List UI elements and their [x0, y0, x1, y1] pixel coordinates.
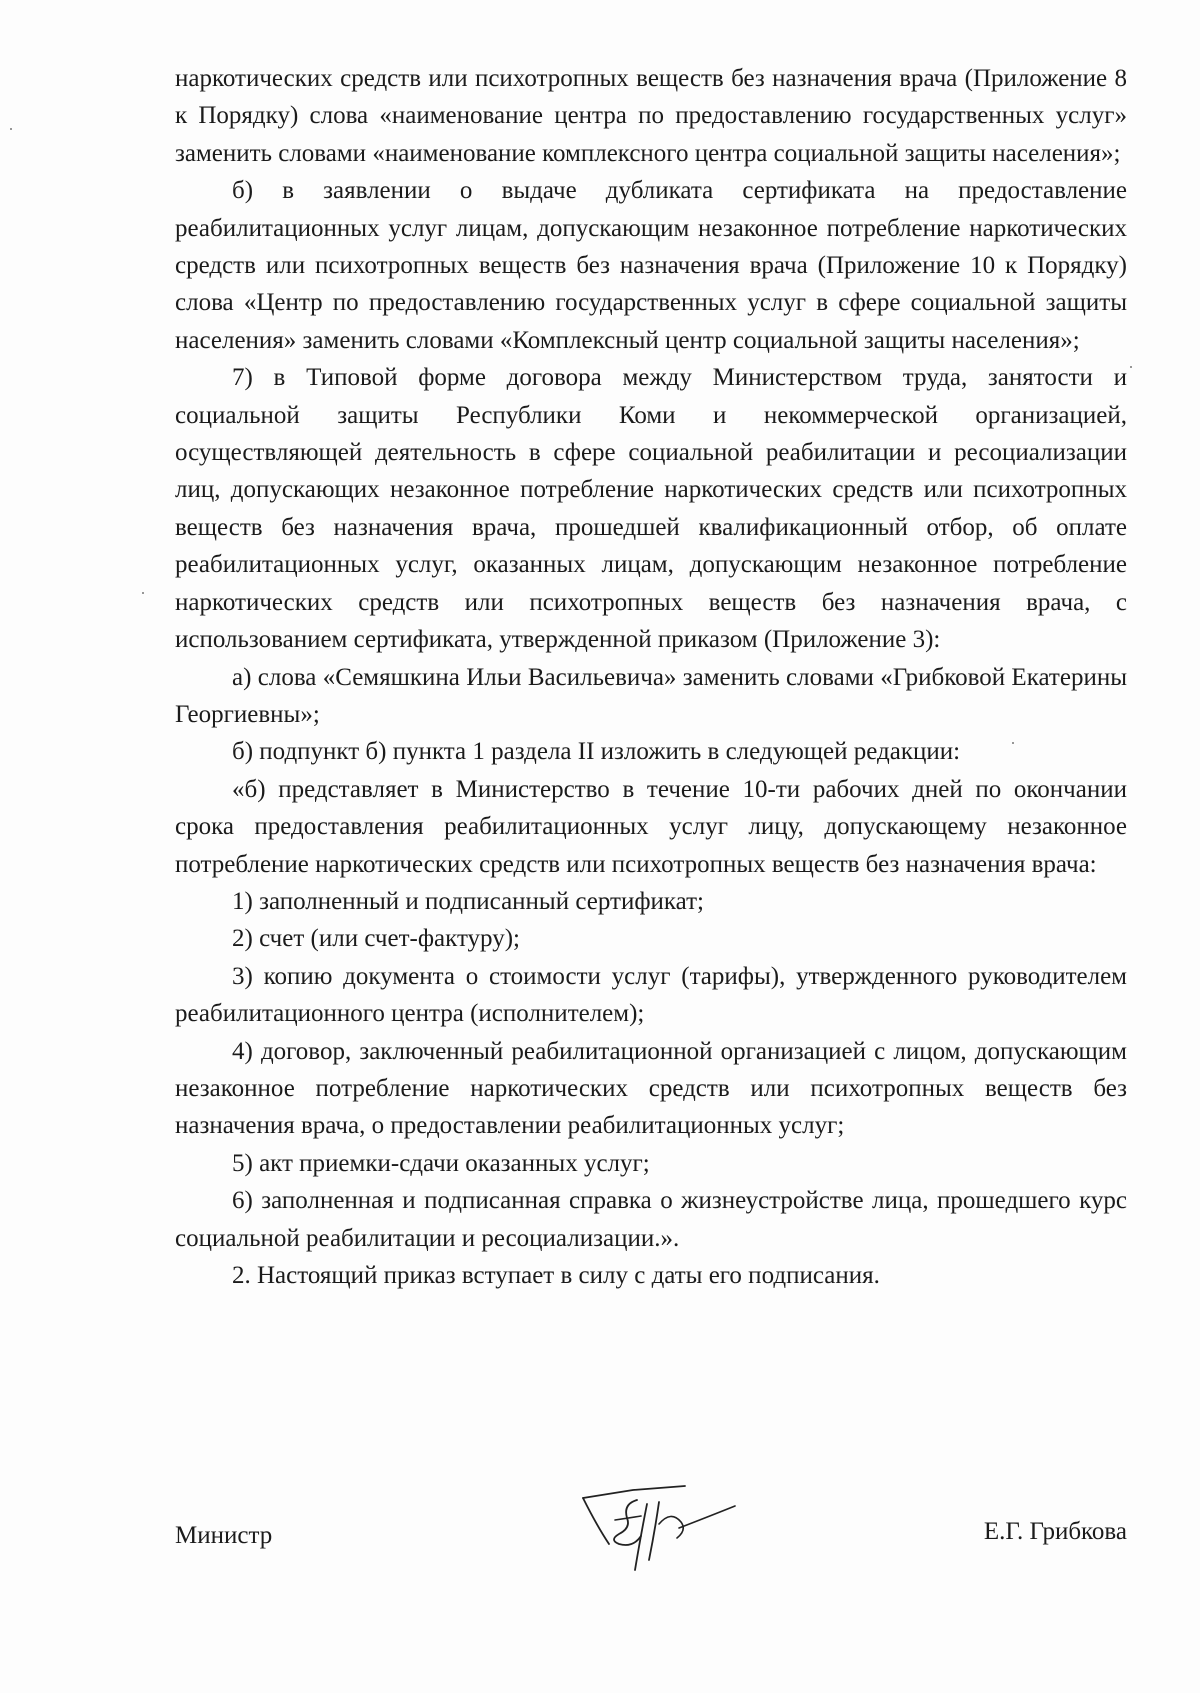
- list-item: 3) копию документа о стоимости услуг (тарифы), утвержденного руководителем реабилитационного центра (исполнителем);: [175, 962, 1127, 1028]
- list-item: 4) договор, заключенный реабилитационной организацией с лицом, допускающим незаконное потребление наркотических средств или психотропных веществ без назначения врача, о предоставлении реабилитационных услуг;: [175, 1037, 1127, 1140]
- paragraph-continuation: наркотических средств или психотропных веществ без назначения врача (Приложение 8 к Порядку) слова «наименование центра по предоставлению государственных услуг» заменить словами «наименование комплексного центра социальной защиты населения»;: [175, 65, 1127, 167]
- paragraph-subitem-a: а) слова «Семяшкина Ильи Васильевича» заменить словами «Грибковой Екатерины Георгиевны»;: [175, 663, 1127, 728]
- paragraph-effective-date: 2. Настоящий приказ вступает в силу с даты его подписания.: [232, 1262, 880, 1289]
- scan-speck: [10, 128, 12, 130]
- list-item: 5) акт приемки-сдачи оказанных услуг;: [232, 1149, 650, 1177]
- scan-speck: [1012, 742, 1014, 744]
- paragraph-new-wording: «б) представляет в Министерство в течение 10-ти рабочих дней по окончании срока предоставления реабилитационных услуг лицу, допускающему незаконное потребление наркотических средств или психотропных веществ без назначения врача:: [175, 775, 1127, 878]
- document-body: [175, 60, 1127, 1294]
- scan-speck: [142, 592, 144, 594]
- list-item: 1) заполненный и подписанный сертификат;: [232, 887, 704, 915]
- list-item: 6) заполненная и подписанная справка о жизнеустройстве лица, прошедшего курс социальной реабилитации и ресоциализации.».: [175, 1187, 1127, 1252]
- signer-title: Министр: [175, 1522, 273, 1549]
- signature-block: [175, 1478, 1127, 1588]
- paragraph-subitem-b: б) подпункт б) пункта 1 раздела II изложить в следующей редакции:: [232, 738, 961, 766]
- signer-name: Е.Г. Грибкова: [983, 1518, 1127, 1545]
- list-item: 2) счет (или счет-фактуру);: [232, 925, 520, 953]
- handwritten-signature: [575, 1478, 755, 1588]
- paragraph-item-7-contract-form: 7) в Типовой форме договора между Министерством труда, занятости и социальной защиты Республики Коми и некоммерческой организацией, осуществляющей деятельность в сфере социальной реабилитации и ресоциализации лиц, допускающих незаконное потребление наркотических средств или психотропных веществ без назначения врача, прошедшей квалификационный отбор, об оплате реабилитационных услуг, оказанных лицам, допускающим незаконное потребление наркотических средств или психотропных веществ без назначения врача, с использованием сертификата, утвержденной приказом (Приложение 3):: [175, 364, 1127, 654]
- paragraph-item-6-duplicate-certificate: б) в заявлении о выдаче дубликата сертификата на предоставление реабилитационных услуг лицам, допускающим незаконное потребление наркотических средств или психотропных веществ без назначения врача (Приложение 10 к Порядку) слова «Центр по предоставлению государственных услуг в сфере социальной защиты населения» заменить словами «Комплексный центр социальной защиты населения»;: [175, 177, 1127, 354]
- scan-speck: [1130, 366, 1132, 368]
